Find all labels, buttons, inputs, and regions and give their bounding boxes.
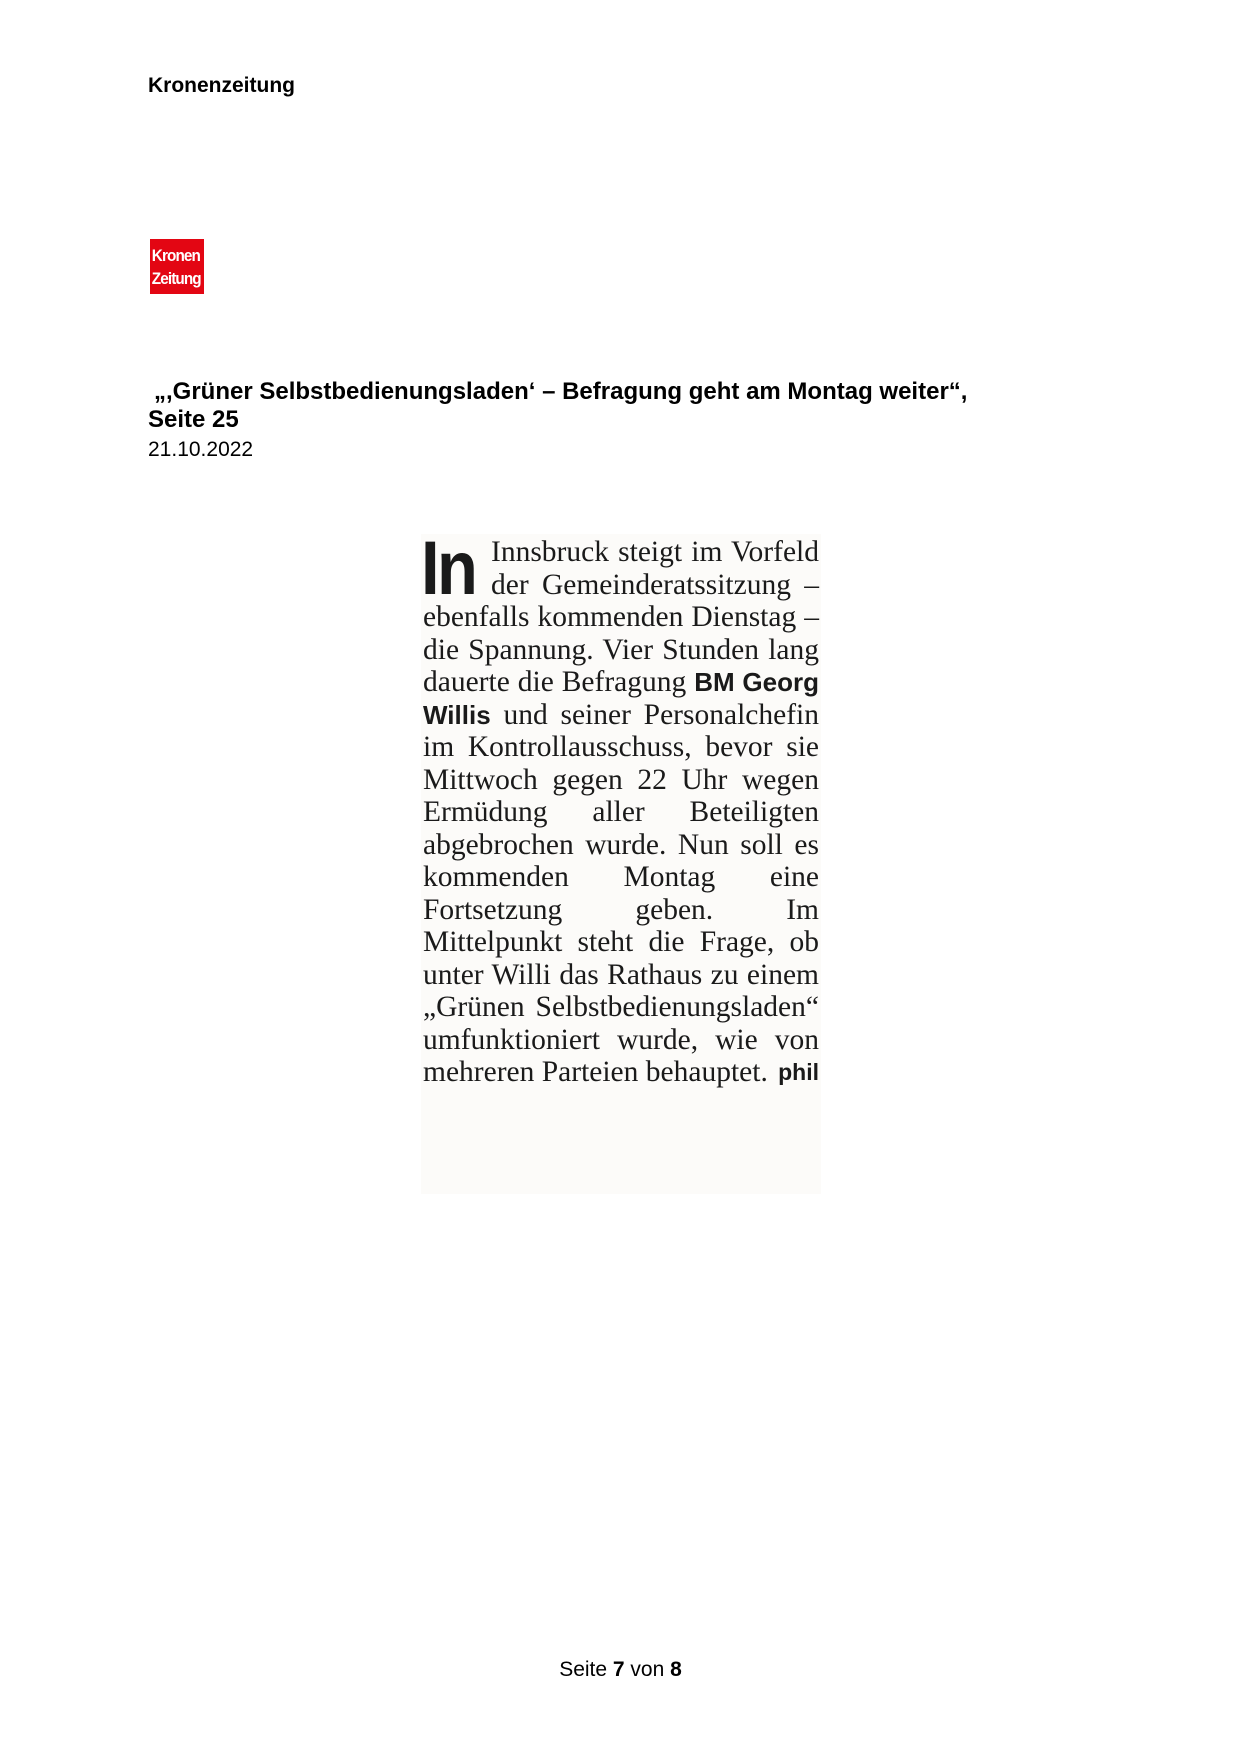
- article-byline: phil: [778, 1059, 819, 1085]
- article-bold-name: BM Georg Willis: [423, 667, 819, 730]
- article-date: 21.10.2022: [148, 438, 254, 461]
- page-footer: [0, 1658, 1241, 1682]
- headline-page: Seite 25: [148, 406, 239, 433]
- footer-prefix: Seite: [559, 1658, 613, 1681]
- article-text-part-1: Innsbruck steigt im Vorfeld der Gemeinderatssitzung – ebenfalls kommenden Dienstag – die Spannung. Vier Stunden lang dauerte die Befragung: [423, 536, 819, 698]
- kronen-zeitung-logo: [150, 239, 204, 294]
- headline-title: „,Grüner Selbstbedienungsladen‘ – Befragung geht am Montag weiter“,: [154, 378, 968, 405]
- article-headline: [148, 378, 1108, 434]
- article-clipping: [421, 526, 821, 1194]
- footer-middle: von: [624, 1658, 671, 1681]
- article-text-part-2: und seiner Personalchefin im Kontrollausschuss, bevor sie Mittwoch gegen 22 Uhr wegen Ermüdung aller Beteiligten abgebrochen wurde. Nun soll es kommenden Montag eine Fortsetzung geben. Im Mittelpunkt steht die Frage, ob unter Willi das Rathaus zu einem „Grünen Selbstbedienungsladen“ umfunktioniert wurde, wie von mehreren Parteien behauptet.: [423, 698, 819, 1088]
- logo-line-2: Zeitung: [151, 268, 201, 288]
- publication-name: Kronenzeitung: [148, 74, 295, 97]
- footer-total-pages: 8: [670, 1658, 682, 1681]
- footer-current-page: 7: [612, 1658, 625, 1681]
- article-dropcap: In: [421, 526, 476, 611]
- logo-line-1: Kronen: [151, 245, 200, 265]
